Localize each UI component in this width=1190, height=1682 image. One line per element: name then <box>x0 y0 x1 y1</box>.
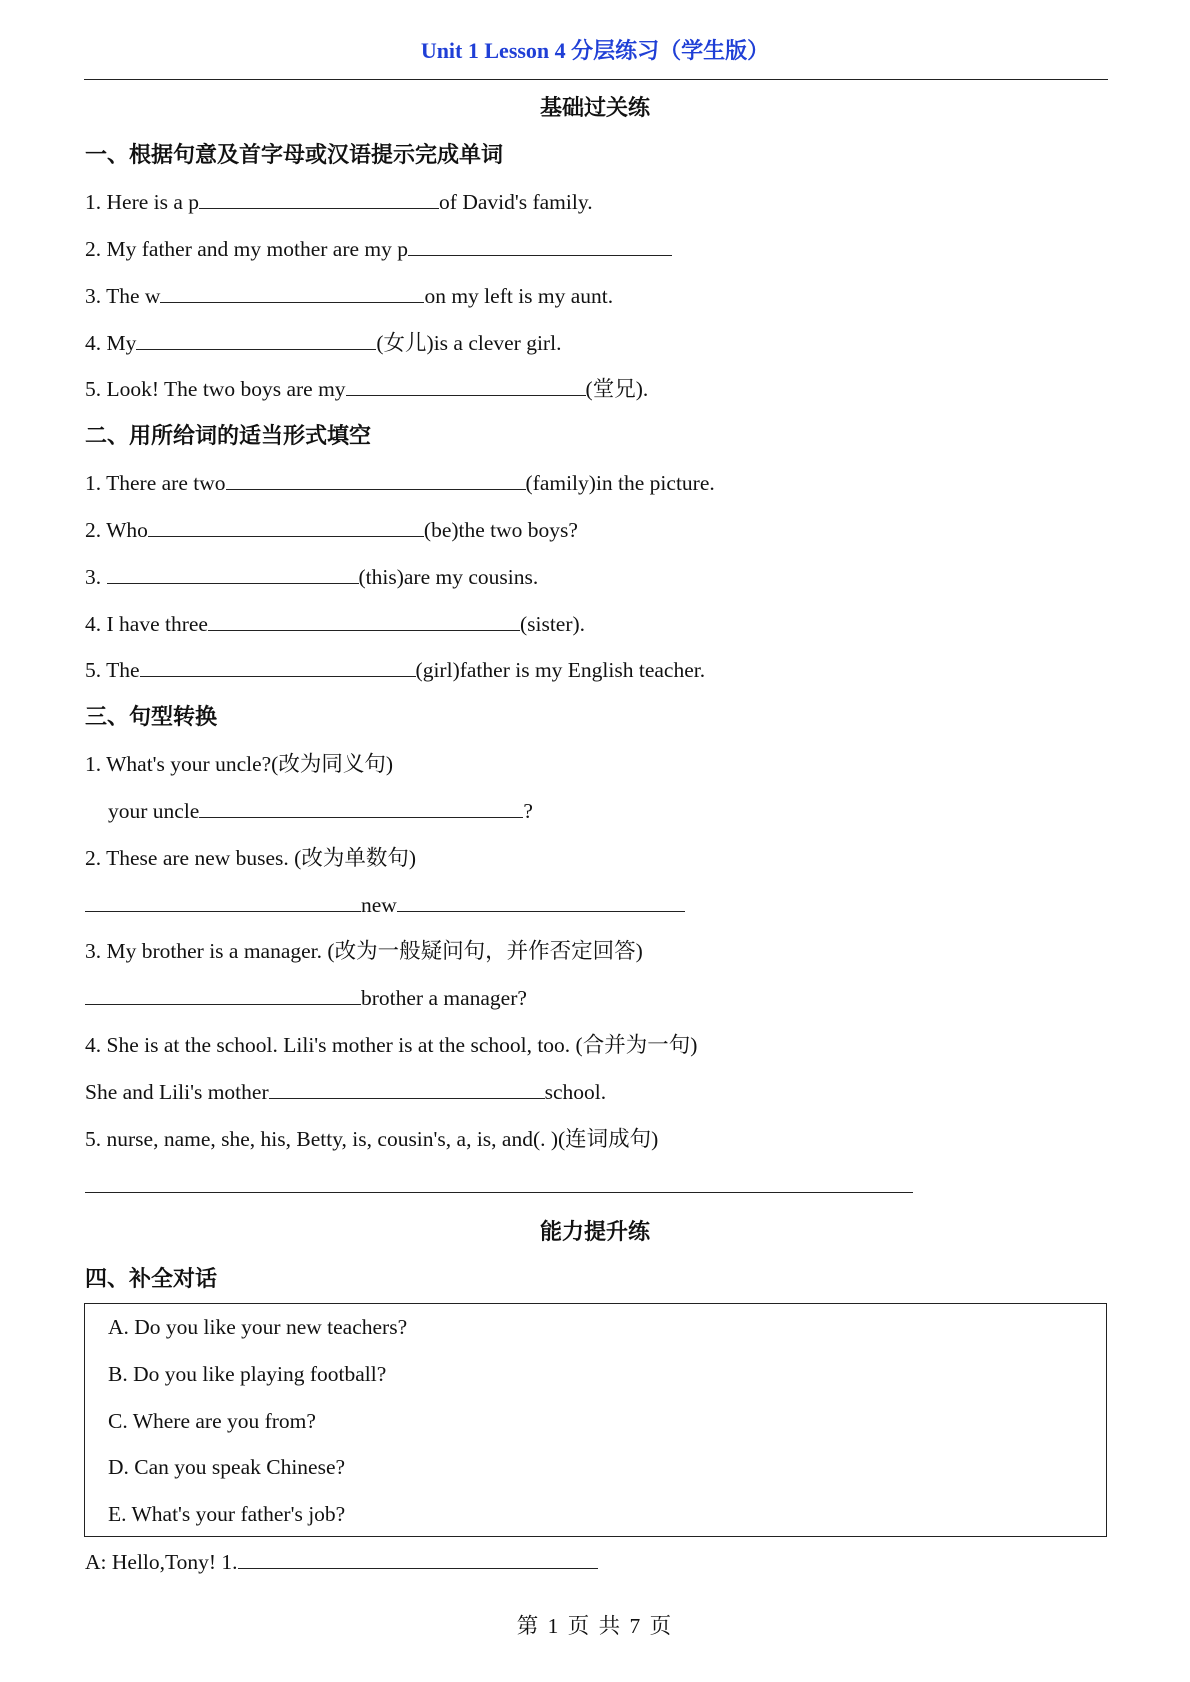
answer-blank[interactable] <box>199 797 523 818</box>
question-text: 1. Here is a p <box>85 190 200 214</box>
part3-answer-3 <box>85 984 527 1012</box>
header-rule <box>84 79 1108 80</box>
answer-text: She and Lili's mother <box>85 1080 269 1104</box>
answer-blank[interactable] <box>148 516 424 537</box>
dialog-text: A: Hello,Tony! 1. <box>85 1550 238 1574</box>
answer-blank[interactable] <box>140 656 416 677</box>
question-text: 4. I have three <box>85 612 208 636</box>
answer-blank[interactable] <box>238 1548 598 1569</box>
question-text: of David's family. <box>439 190 593 214</box>
part1-question-5 <box>85 375 648 403</box>
part1-question-2 <box>85 235 672 263</box>
option-box <box>84 1303 1107 1537</box>
question-text: (this)are my cousins. <box>358 565 539 589</box>
part4-heading: 四、补全对话 <box>85 1266 218 1291</box>
question-text: 5. Look! The two boys are my <box>85 377 346 401</box>
answer-blank[interactable] <box>160 282 424 303</box>
question-text: 4. My <box>85 331 137 355</box>
part1-heading: 一、根据句意及首字母或汉语提示完成单词 <box>85 142 504 167</box>
dialog-line-1 <box>85 1548 598 1576</box>
part2-question-3 <box>85 563 538 591</box>
answer-blank[interactable] <box>199 188 439 209</box>
part2-question-1 <box>85 469 715 497</box>
answer-text: new <box>361 893 397 917</box>
part2-question-4 <box>85 610 585 638</box>
part3-answer-5 <box>85 1172 913 1200</box>
answer-blank[interactable] <box>85 891 361 912</box>
answer-blank[interactable] <box>408 235 672 256</box>
question-text: 3. <box>85 565 107 589</box>
question-text: (girl)father is my English teacher. <box>415 658 706 682</box>
option-d: D. Can you speak Chinese? <box>108 1455 346 1479</box>
question-text: (sister). <box>519 612 586 636</box>
page-title: Unit 1 Lesson 4 分层练习（学生版） <box>420 38 770 63</box>
part1-question-3 <box>85 282 613 310</box>
part3-question-5: 5. nurse, name, she, his, Betty, is, cousin's, a, is, and(. )(连词成句) <box>85 1127 659 1151</box>
question-text: on my left is my aunt. <box>424 284 614 308</box>
question-text: (be)the two boys? <box>423 518 578 542</box>
question-text: 3. The w <box>85 284 161 308</box>
part3-heading: 三、句型转换 <box>85 704 218 729</box>
part3-question-3: 3. My brother is a manager. (改为一般疑问句，并作否定回答) <box>85 939 643 963</box>
answer-blank[interactable] <box>397 891 685 912</box>
part3-answer-2 <box>85 891 685 919</box>
part1-question-4 <box>85 329 561 357</box>
answer-blank[interactable] <box>85 984 361 1005</box>
part3-answer-1 <box>108 797 533 825</box>
question-text: (女儿)is a clever girl. <box>376 331 562 355</box>
part1-question-1 <box>85 188 593 216</box>
question-text: (堂兄). <box>585 377 649 401</box>
part3-question-1: 1. What's your uncle?(改为同义句) <box>85 752 393 776</box>
answer-text: school. <box>544 1080 607 1104</box>
part3-question-4: 4. She is at the school. Lili's mother is at the school, too. (合并为一句) <box>85 1033 698 1057</box>
section-title-basic: 基础过关练 <box>539 95 650 120</box>
question-text: 2. Who <box>85 518 148 542</box>
answer-blank[interactable] <box>107 563 359 584</box>
answer-text: ? <box>523 799 533 823</box>
part2-question-2 <box>85 516 578 544</box>
part3-question-2: 2. These are new buses. (改为单数句) <box>85 846 416 870</box>
question-text: 5. The <box>85 658 140 682</box>
question-text: 2. My father and my mother are my p <box>85 237 409 261</box>
answer-blank[interactable] <box>208 610 520 631</box>
answer-blank[interactable] <box>136 329 376 350</box>
option-c: C. Where are you from? <box>108 1409 316 1433</box>
question-text: 1. There are two <box>85 471 226 495</box>
option-e: E. What's your father's job? <box>108 1502 346 1526</box>
part3-answer-4 <box>85 1078 606 1106</box>
answer-blank[interactable] <box>346 375 586 396</box>
question-text: (family)in the picture. <box>525 471 715 495</box>
option-b: B. Do you like playing football? <box>108 1362 387 1386</box>
answer-text: your uncle <box>108 799 200 823</box>
option-a: A. Do you like your new teachers? <box>108 1315 408 1339</box>
part2-question-5 <box>85 656 705 684</box>
answer-text: brother a manager? <box>361 986 527 1010</box>
answer-blank[interactable] <box>269 1078 545 1099</box>
answer-blank[interactable] <box>85 1172 913 1193</box>
answer-blank[interactable] <box>226 469 526 490</box>
section-title-advanced: 能力提升练 <box>539 1219 650 1244</box>
part2-heading: 二、用所给词的适当形式填空 <box>85 423 372 448</box>
page-number: 第 1 页 共 7 页 <box>516 1614 674 1638</box>
